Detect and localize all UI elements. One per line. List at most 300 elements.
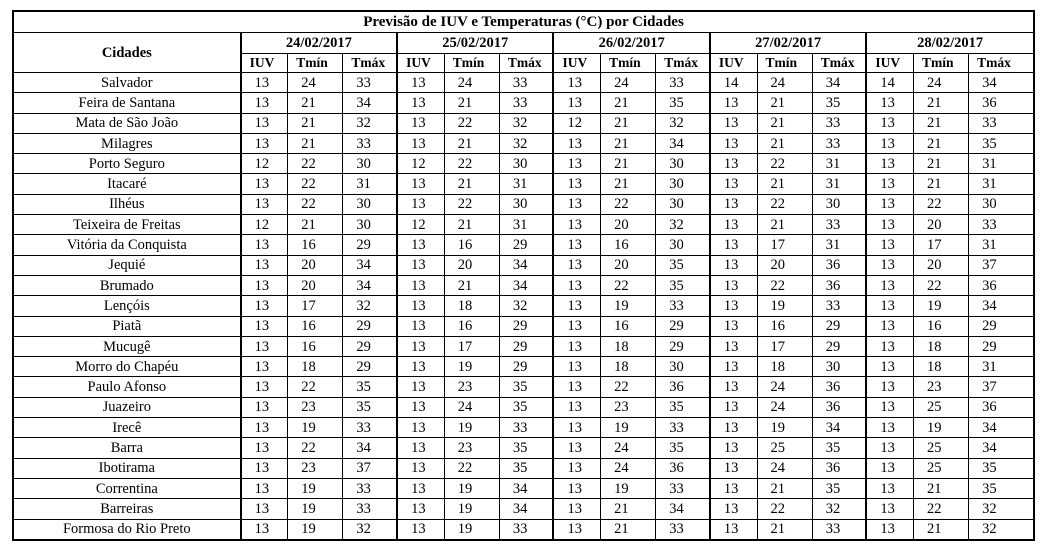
column-header-tmax: Tmáx [969, 54, 1034, 73]
value-cell: 30 [343, 154, 397, 174]
value-cell: 33 [969, 215, 1034, 235]
value-cell: 13 [397, 357, 444, 377]
value-cell: 13 [241, 499, 288, 519]
value-cell: 36 [812, 377, 866, 397]
value-cell: 12 [553, 113, 600, 133]
date-header: 24/02/2017 [241, 33, 397, 54]
value-cell: 13 [241, 255, 288, 275]
value-cell: 35 [343, 377, 397, 397]
column-header-tmin: Tmín [913, 54, 968, 73]
value-cell: 36 [812, 397, 866, 417]
value-cell: 13 [710, 519, 757, 540]
table-row [13, 133, 1034, 153]
value-cell: 18 [913, 357, 968, 377]
value-cell: 13 [710, 397, 757, 417]
value-cell: 13 [397, 458, 444, 478]
value-cell: 32 [343, 296, 397, 316]
column-header-tmax: Tmáx [812, 54, 866, 73]
value-cell: 29 [656, 336, 710, 356]
value-cell: 13 [866, 458, 913, 478]
value-cell: 30 [499, 194, 553, 214]
table-row [13, 478, 1034, 498]
value-cell: 24 [288, 73, 343, 93]
value-cell: 35 [812, 478, 866, 498]
value-cell: 31 [812, 154, 866, 174]
value-cell: 33 [656, 296, 710, 316]
value-cell: 13 [241, 73, 288, 93]
value-cell: 35 [499, 458, 553, 478]
value-cell: 13 [553, 418, 600, 438]
value-cell: 13 [710, 418, 757, 438]
value-cell: 24 [913, 73, 968, 93]
table-row [13, 235, 1034, 255]
table-row [13, 519, 1034, 540]
value-cell: 31 [969, 357, 1034, 377]
value-cell: 22 [757, 275, 812, 295]
value-cell: 20 [757, 255, 812, 275]
value-cell: 31 [812, 235, 866, 255]
city-name: Vitória da Conquista [13, 235, 241, 255]
table-row [13, 397, 1034, 417]
value-cell: 13 [866, 296, 913, 316]
value-cell: 13 [553, 235, 600, 255]
forecast-table [12, 10, 1035, 541]
value-cell: 13 [397, 377, 444, 397]
value-cell: 18 [601, 357, 656, 377]
value-cell: 18 [913, 336, 968, 356]
column-header-iuv: IUV [553, 54, 600, 73]
value-cell: 13 [553, 215, 600, 235]
value-cell: 37 [343, 458, 397, 478]
forecast-table-container [12, 10, 1035, 541]
value-cell: 12 [397, 215, 444, 235]
value-cell: 13 [397, 174, 444, 194]
value-cell: 13 [397, 194, 444, 214]
value-cell: 21 [601, 519, 656, 540]
value-cell: 29 [343, 357, 397, 377]
value-cell: 21 [444, 215, 499, 235]
value-cell: 36 [969, 397, 1034, 417]
value-cell: 29 [812, 316, 866, 336]
value-cell: 21 [601, 499, 656, 519]
value-cell: 34 [343, 275, 397, 295]
value-cell: 18 [444, 296, 499, 316]
city-name: Lençóis [13, 296, 241, 316]
value-cell: 22 [913, 275, 968, 295]
value-cell: 13 [553, 255, 600, 275]
value-cell: 13 [241, 275, 288, 295]
value-cell: 21 [601, 154, 656, 174]
value-cell: 13 [397, 438, 444, 458]
table-row [13, 418, 1034, 438]
value-cell: 20 [288, 255, 343, 275]
value-cell: 23 [444, 377, 499, 397]
value-cell: 13 [710, 215, 757, 235]
table-body [13, 73, 1034, 540]
column-header-iuv: IUV [397, 54, 444, 73]
value-cell: 19 [444, 499, 499, 519]
city-name: Ibotirama [13, 458, 241, 478]
value-cell: 33 [343, 73, 397, 93]
value-cell: 29 [812, 336, 866, 356]
value-cell: 31 [812, 174, 866, 194]
value-cell: 34 [656, 133, 710, 153]
value-cell: 33 [343, 418, 397, 438]
value-cell: 30 [656, 357, 710, 377]
value-cell: 14 [866, 73, 913, 93]
table-row [13, 336, 1034, 356]
value-cell: 31 [499, 215, 553, 235]
table-title: Previsão de IUV e Temperaturas (°C) por Cidades [13, 11, 1034, 33]
value-cell: 33 [969, 113, 1034, 133]
date-header: 27/02/2017 [710, 33, 866, 54]
value-cell: 24 [757, 397, 812, 417]
value-cell: 34 [499, 255, 553, 275]
value-cell: 13 [553, 316, 600, 336]
value-cell: 29 [343, 336, 397, 356]
value-cell: 19 [913, 418, 968, 438]
value-cell: 13 [397, 296, 444, 316]
value-cell: 32 [343, 113, 397, 133]
value-cell: 21 [913, 519, 968, 540]
value-cell: 21 [757, 93, 812, 113]
value-cell: 34 [343, 438, 397, 458]
value-cell: 19 [444, 357, 499, 377]
value-cell: 13 [397, 235, 444, 255]
value-cell: 21 [444, 93, 499, 113]
value-cell: 34 [969, 296, 1034, 316]
value-cell: 13 [866, 255, 913, 275]
value-cell: 13 [397, 397, 444, 417]
value-cell: 13 [866, 357, 913, 377]
value-cell: 13 [553, 93, 600, 113]
value-cell: 22 [601, 275, 656, 295]
value-cell: 21 [444, 275, 499, 295]
city-name: Brumado [13, 275, 241, 295]
value-cell: 36 [656, 458, 710, 478]
column-header-iuv: IUV [866, 54, 913, 73]
value-cell: 13 [710, 133, 757, 153]
value-cell: 33 [499, 73, 553, 93]
value-cell: 30 [812, 357, 866, 377]
value-cell: 13 [397, 478, 444, 498]
value-cell: 13 [241, 316, 288, 336]
value-cell: 35 [499, 397, 553, 417]
value-cell: 31 [969, 154, 1034, 174]
city-name: Juazeiro [13, 397, 241, 417]
value-cell: 13 [241, 438, 288, 458]
value-cell: 13 [866, 316, 913, 336]
value-cell: 13 [866, 235, 913, 255]
table-row [13, 458, 1034, 478]
table-row [13, 377, 1034, 397]
value-cell: 33 [656, 478, 710, 498]
value-cell: 13 [710, 194, 757, 214]
value-cell: 16 [601, 235, 656, 255]
value-cell: 21 [757, 215, 812, 235]
value-cell: 13 [710, 478, 757, 498]
value-cell: 30 [499, 154, 553, 174]
value-cell: 19 [757, 418, 812, 438]
column-header-tmax: Tmáx [656, 54, 710, 73]
value-cell: 32 [656, 215, 710, 235]
value-cell: 22 [288, 438, 343, 458]
value-cell: 13 [397, 113, 444, 133]
value-cell: 22 [444, 458, 499, 478]
value-cell: 33 [812, 133, 866, 153]
value-cell: 12 [241, 154, 288, 174]
value-cell: 35 [656, 255, 710, 275]
city-name: Itacaré [13, 174, 241, 194]
column-header-iuv: IUV [241, 54, 288, 73]
value-cell: 25 [913, 438, 968, 458]
value-cell: 13 [241, 377, 288, 397]
value-cell: 37 [969, 377, 1034, 397]
value-cell: 13 [866, 215, 913, 235]
value-cell: 13 [710, 296, 757, 316]
value-cell: 22 [913, 499, 968, 519]
value-cell: 32 [969, 519, 1034, 540]
value-cell: 13 [241, 357, 288, 377]
value-cell: 13 [241, 174, 288, 194]
column-header-iuv: IUV [710, 54, 757, 73]
value-cell: 13 [397, 519, 444, 540]
value-cell: 30 [656, 154, 710, 174]
value-cell: 29 [969, 316, 1034, 336]
value-cell: 20 [288, 275, 343, 295]
value-cell: 24 [444, 397, 499, 417]
value-cell: 20 [601, 255, 656, 275]
value-cell: 20 [913, 215, 968, 235]
value-cell: 13 [866, 478, 913, 498]
value-cell: 16 [444, 316, 499, 336]
value-cell: 22 [288, 194, 343, 214]
value-cell: 36 [812, 275, 866, 295]
column-header-tmax: Tmáx [499, 54, 553, 73]
value-cell: 13 [866, 499, 913, 519]
value-cell: 21 [288, 133, 343, 153]
value-cell: 30 [812, 194, 866, 214]
value-cell: 13 [241, 336, 288, 356]
value-cell: 13 [241, 478, 288, 498]
value-cell: 32 [812, 499, 866, 519]
value-cell: 21 [913, 113, 968, 133]
value-cell: 19 [444, 478, 499, 498]
city-name: Ilhéus [13, 194, 241, 214]
value-cell: 35 [969, 458, 1034, 478]
value-cell: 24 [601, 458, 656, 478]
value-cell: 21 [913, 133, 968, 153]
value-cell: 21 [757, 519, 812, 540]
value-cell: 21 [757, 113, 812, 133]
value-cell: 13 [553, 397, 600, 417]
value-cell: 37 [969, 255, 1034, 275]
value-cell: 13 [397, 418, 444, 438]
value-cell: 24 [757, 377, 812, 397]
value-cell: 13 [397, 133, 444, 153]
value-cell: 13 [397, 255, 444, 275]
value-cell: 13 [241, 133, 288, 153]
value-cell: 19 [601, 418, 656, 438]
value-cell: 29 [969, 336, 1034, 356]
value-cell: 13 [866, 113, 913, 133]
value-cell: 13 [710, 458, 757, 478]
value-cell: 34 [343, 93, 397, 113]
value-cell: 22 [288, 174, 343, 194]
value-cell: 23 [444, 438, 499, 458]
value-cell: 13 [866, 154, 913, 174]
value-cell: 13 [866, 174, 913, 194]
value-cell: 35 [343, 397, 397, 417]
table-row [13, 357, 1034, 377]
value-cell: 16 [288, 235, 343, 255]
city-name: Mucugê [13, 336, 241, 356]
value-cell: 30 [343, 215, 397, 235]
value-cell: 13 [397, 316, 444, 336]
value-cell: 16 [288, 316, 343, 336]
value-cell: 13 [553, 336, 600, 356]
value-cell: 17 [757, 336, 812, 356]
table-row [13, 93, 1034, 113]
value-cell: 19 [288, 519, 343, 540]
value-cell: 13 [866, 194, 913, 214]
value-cell: 34 [499, 275, 553, 295]
value-cell: 18 [601, 336, 656, 356]
table-row [13, 499, 1034, 519]
value-cell: 24 [757, 73, 812, 93]
value-cell: 20 [444, 255, 499, 275]
city-name: Teixeira de Freitas [13, 215, 241, 235]
city-name: Irecê [13, 418, 241, 438]
value-cell: 24 [601, 438, 656, 458]
value-cell: 36 [969, 275, 1034, 295]
value-cell: 35 [969, 478, 1034, 498]
column-header-tmax: Tmáx [343, 54, 397, 73]
table-row [13, 215, 1034, 235]
value-cell: 21 [601, 113, 656, 133]
value-cell: 13 [241, 93, 288, 113]
value-cell: 17 [913, 235, 968, 255]
city-name: Paulo Afonso [13, 377, 241, 397]
value-cell: 13 [397, 93, 444, 113]
value-cell: 18 [757, 357, 812, 377]
value-cell: 16 [444, 235, 499, 255]
value-cell: 33 [343, 478, 397, 498]
city-name: Porto Seguro [13, 154, 241, 174]
value-cell: 13 [710, 113, 757, 133]
city-name: Correntina [13, 478, 241, 498]
value-cell: 13 [710, 255, 757, 275]
value-cell: 13 [866, 519, 913, 540]
table-row [13, 255, 1034, 275]
value-cell: 31 [343, 174, 397, 194]
value-cell: 13 [553, 357, 600, 377]
value-cell: 32 [656, 113, 710, 133]
city-name: Salvador [13, 73, 241, 93]
value-cell: 36 [969, 93, 1034, 113]
value-cell: 33 [499, 93, 553, 113]
value-cell: 13 [553, 73, 600, 93]
value-cell: 33 [812, 296, 866, 316]
value-cell: 13 [710, 235, 757, 255]
column-header-tmin: Tmín [601, 54, 656, 73]
value-cell: 19 [288, 499, 343, 519]
value-cell: 13 [866, 397, 913, 417]
value-cell: 13 [710, 357, 757, 377]
value-cell: 19 [444, 519, 499, 540]
table-row [13, 296, 1034, 316]
value-cell: 21 [757, 174, 812, 194]
value-cell: 16 [288, 336, 343, 356]
value-cell: 36 [656, 377, 710, 397]
value-cell: 13 [866, 418, 913, 438]
value-cell: 19 [913, 296, 968, 316]
value-cell: 21 [913, 93, 968, 113]
value-cell: 33 [499, 418, 553, 438]
value-cell: 35 [969, 133, 1034, 153]
value-cell: 13 [553, 275, 600, 295]
value-cell: 12 [241, 215, 288, 235]
value-cell: 13 [553, 174, 600, 194]
value-cell: 13 [397, 275, 444, 295]
value-cell: 31 [969, 174, 1034, 194]
value-cell: 21 [913, 154, 968, 174]
value-cell: 34 [969, 438, 1034, 458]
value-cell: 33 [343, 499, 397, 519]
table-row [13, 194, 1034, 214]
value-cell: 36 [812, 255, 866, 275]
value-cell: 34 [343, 255, 397, 275]
value-cell: 32 [499, 296, 553, 316]
date-header: 26/02/2017 [553, 33, 709, 54]
value-cell: 29 [343, 316, 397, 336]
table-row [13, 113, 1034, 133]
value-cell: 13 [866, 336, 913, 356]
value-cell: 22 [757, 499, 812, 519]
value-cell: 29 [499, 235, 553, 255]
value-cell: 13 [553, 194, 600, 214]
value-cell: 19 [601, 478, 656, 498]
value-cell: 32 [499, 133, 553, 153]
value-cell: 13 [710, 438, 757, 458]
table-row [13, 154, 1034, 174]
city-name: Morro do Chapéu [13, 357, 241, 377]
value-cell: 34 [812, 73, 866, 93]
value-cell: 13 [710, 174, 757, 194]
value-cell: 13 [397, 73, 444, 93]
value-cell: 25 [757, 438, 812, 458]
value-cell: 13 [553, 499, 600, 519]
value-cell: 34 [969, 418, 1034, 438]
value-cell: 13 [710, 154, 757, 174]
value-cell: 24 [444, 73, 499, 93]
value-cell: 35 [656, 397, 710, 417]
value-cell: 17 [444, 336, 499, 356]
value-cell: 33 [656, 519, 710, 540]
value-cell: 35 [499, 438, 553, 458]
table-row [13, 275, 1034, 295]
value-cell: 22 [601, 194, 656, 214]
column-header-tmin: Tmín [444, 54, 499, 73]
value-cell: 16 [757, 316, 812, 336]
value-cell: 16 [601, 316, 656, 336]
value-cell: 23 [913, 377, 968, 397]
value-cell: 23 [288, 458, 343, 478]
value-cell: 21 [913, 174, 968, 194]
value-cell: 30 [656, 235, 710, 255]
value-cell: 13 [710, 377, 757, 397]
value-cell: 22 [757, 194, 812, 214]
